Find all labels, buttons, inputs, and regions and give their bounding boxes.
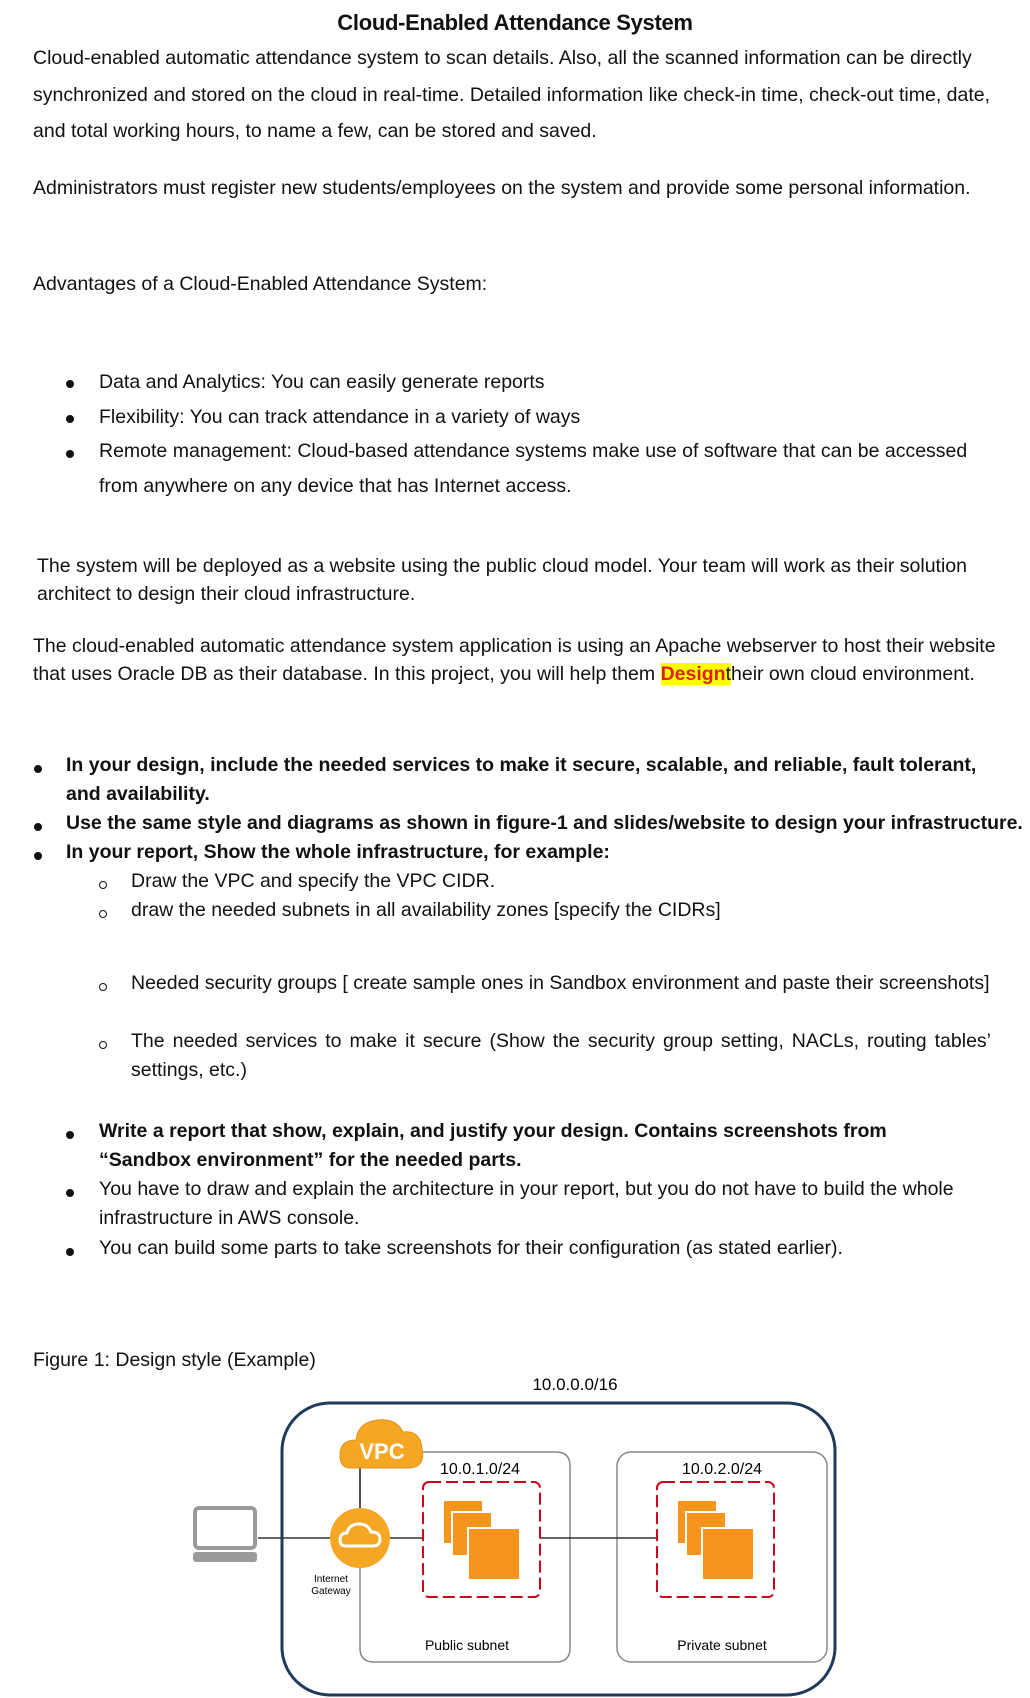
private-subnet-label: Private subnet (677, 1637, 767, 1653)
ec2-instance-icon (423, 1482, 540, 1597)
report-item: You can build some parts to take screenshots for their configuration (as stated earlier). (99, 1237, 843, 1259)
advantage-item: Data and Analytics: You can easily generate reports (99, 371, 545, 393)
figure-caption: Figure 1: Design style (Example) (33, 1349, 316, 1371)
highlight-t: t (725, 663, 731, 685)
advantages-heading: Advantages of a Cloud-Enabled Attendance System: (33, 273, 488, 295)
igw-label-line2: Gateway (311, 1586, 351, 1597)
igw-label-line1: Internet (314, 1574, 348, 1585)
deploy-paragraph: The system will be deployed as a website using the public cloud model. Your team will work as their solution architect to design their cloud infrastructure. (37, 555, 967, 605)
public-subnet-cidr: 10.0.1.0/24 (439, 1461, 521, 1478)
requirement-item: In your report, Show the whole infrastructure, for example: (66, 841, 610, 863)
sub-item: Needed security groups [ create sample ones in Sandbox environment and paste their screenshots] (131, 972, 990, 994)
advantage-item: Remote management: Cloud-based attendance systems make use of software that can be accessed from anywhere on any device that has Internet access. (99, 440, 968, 497)
vpc-cloud-icon (340, 1420, 423, 1468)
report-item: Write a report that show, explain, and justify your design. Contains screenshots from “Sandbox environment” for the needed parts. (99, 1120, 887, 1171)
report-item: You have to draw and explain the architecture in your report, but you do not have to build the whole infrastructure in AWS console. (99, 1178, 954, 1229)
sub-item: draw the needed subnets in all availability zones [specify the CIDRs] (131, 899, 721, 921)
requirement-item: In your design, include the needed services to make it secure, scalable, and reliable, fault tolerant, and availability. (66, 754, 977, 805)
public-subnet-label: Public subnet (424, 1637, 510, 1653)
ec2-instance-icon (657, 1482, 774, 1597)
vpc-cidr-label: 10.0.0.0/16 (532, 1375, 618, 1394)
sub-item: The needed services to make it secure (Show the security group setting, NACLs, routing tables’ settings, etc.) (131, 1030, 991, 1081)
requirement-item: Use the same style and diagrams as shown in figure-1 and slides/website to design your infrastructure. (66, 812, 1023, 834)
admin-paragraph: Administrators must register new students/employees on the system and provide some personal information. (33, 177, 971, 199)
sub-item: Draw the VPC and specify the VPC CIDR. (131, 870, 496, 892)
laptop-icon (193, 1508, 257, 1562)
document-title: Cloud-Enabled Attendance System (337, 10, 693, 35)
private-subnet-cidr: 10.0.2.0/24 (681, 1461, 763, 1478)
design-highlight: Design (660, 663, 726, 685)
apache-text: The cloud-enabled automatic attendance system application is using an Apache webserver to host their website that uses Oracle DB as their database. In this project, you will help them (33, 635, 996, 685)
vpc-badge-label: VPC (359, 1439, 405, 1464)
intro-paragraph: Cloud-enabled automatic attendance system to scan details. Also, all the scanned information can be directly synchronized and stored on the cloud in real-time. Detailed information like check-in time, check-out time, date, and total working hours, to name a few, can be stored and saved. (33, 47, 991, 142)
apache-text-end: heir own cloud environment. (731, 663, 975, 685)
internet-gateway-icon (330, 1508, 390, 1568)
advantage-item: Flexibility: You can track attendance in a variety of ways (99, 406, 581, 428)
